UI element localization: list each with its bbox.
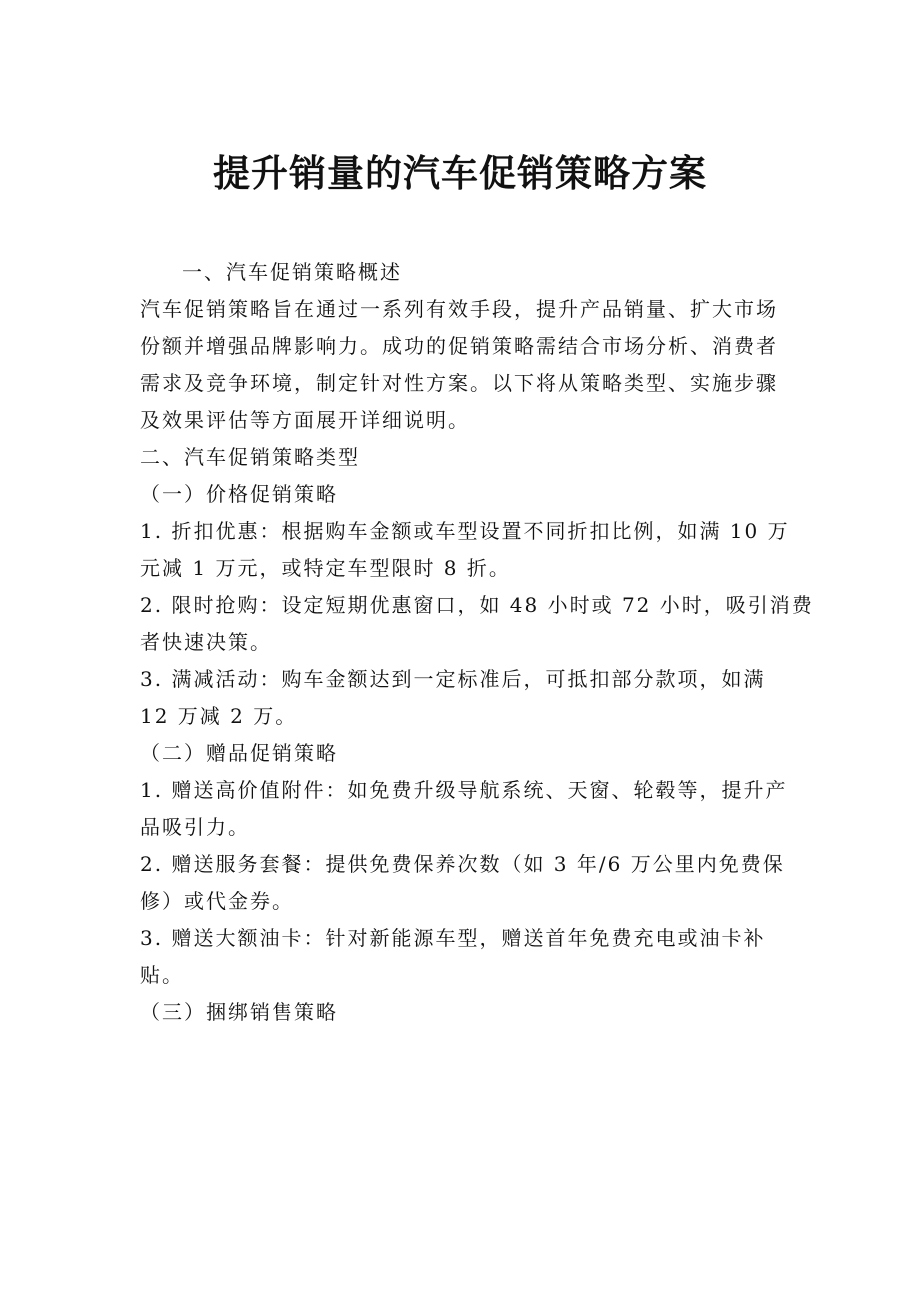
list-item-line: 12 万减 2 万。: [140, 704, 298, 728]
list-item-line: 3. 赠送大额油卡：针对新能源车型，赠送首年免费充电或油卡补: [140, 926, 766, 950]
subsection-heading-bundle: （三）捆绑销售策略: [140, 1000, 338, 1024]
subsection-heading-price: （一）价格促销策略: [140, 482, 338, 506]
list-item-line: 元减 1 万元，或特定车型限时 8 折。: [140, 556, 511, 580]
subsection-heading-gift: （二）赠品促销策略: [140, 741, 338, 765]
list-item-line: 3. 满减活动：购车金额达到一定标准后，可抵扣部分款项，如满: [140, 667, 766, 691]
list-item-line: 者快速决策。: [140, 630, 272, 654]
paragraph-line: 份额并增强品牌影响力。成功的促销策略需结合市场分析、消费者: [140, 334, 778, 358]
paragraph-line: 及效果评估等方面展开详细说明。: [140, 408, 470, 432]
list-item-line: 贴。: [140, 963, 184, 987]
paragraph-line: 需求及竞争环境，制定针对性方案。以下将从策略类型、实施步骤: [140, 371, 778, 395]
list-item-line: 2. 赠送服务套餐：提供免费保养次数（如 3 年/6 万公里内免费保: [140, 852, 785, 876]
document-title: 提升销量的汽车促销策略方案: [213, 152, 707, 195]
list-item-line: 1. 赠送高价值附件：如免费升级导航系统、天窗、轮毂等，提升产: [140, 778, 788, 802]
list-item-line: 1. 折扣优惠：根据购车金额或车型设置不同折扣比例，如满 10 万: [140, 519, 790, 543]
paragraph-line: 汽车促销策略旨在通过一系列有效手段，提升产品销量、扩大市场: [140, 297, 778, 321]
section-heading-overview: 一、汽车促销策略概述: [182, 260, 402, 284]
list-item-line: 2. 限时抢购：设定短期优惠窗口，如 48 小时或 72 小时，吸引消费: [140, 593, 814, 617]
document-body: [140, 254, 814, 1031]
list-item-line: 品吸引力。: [140, 815, 250, 839]
list-item-line: 修）或代金券。: [140, 889, 294, 913]
section-heading-types: 二、汽车促销策略类型: [140, 445, 360, 469]
